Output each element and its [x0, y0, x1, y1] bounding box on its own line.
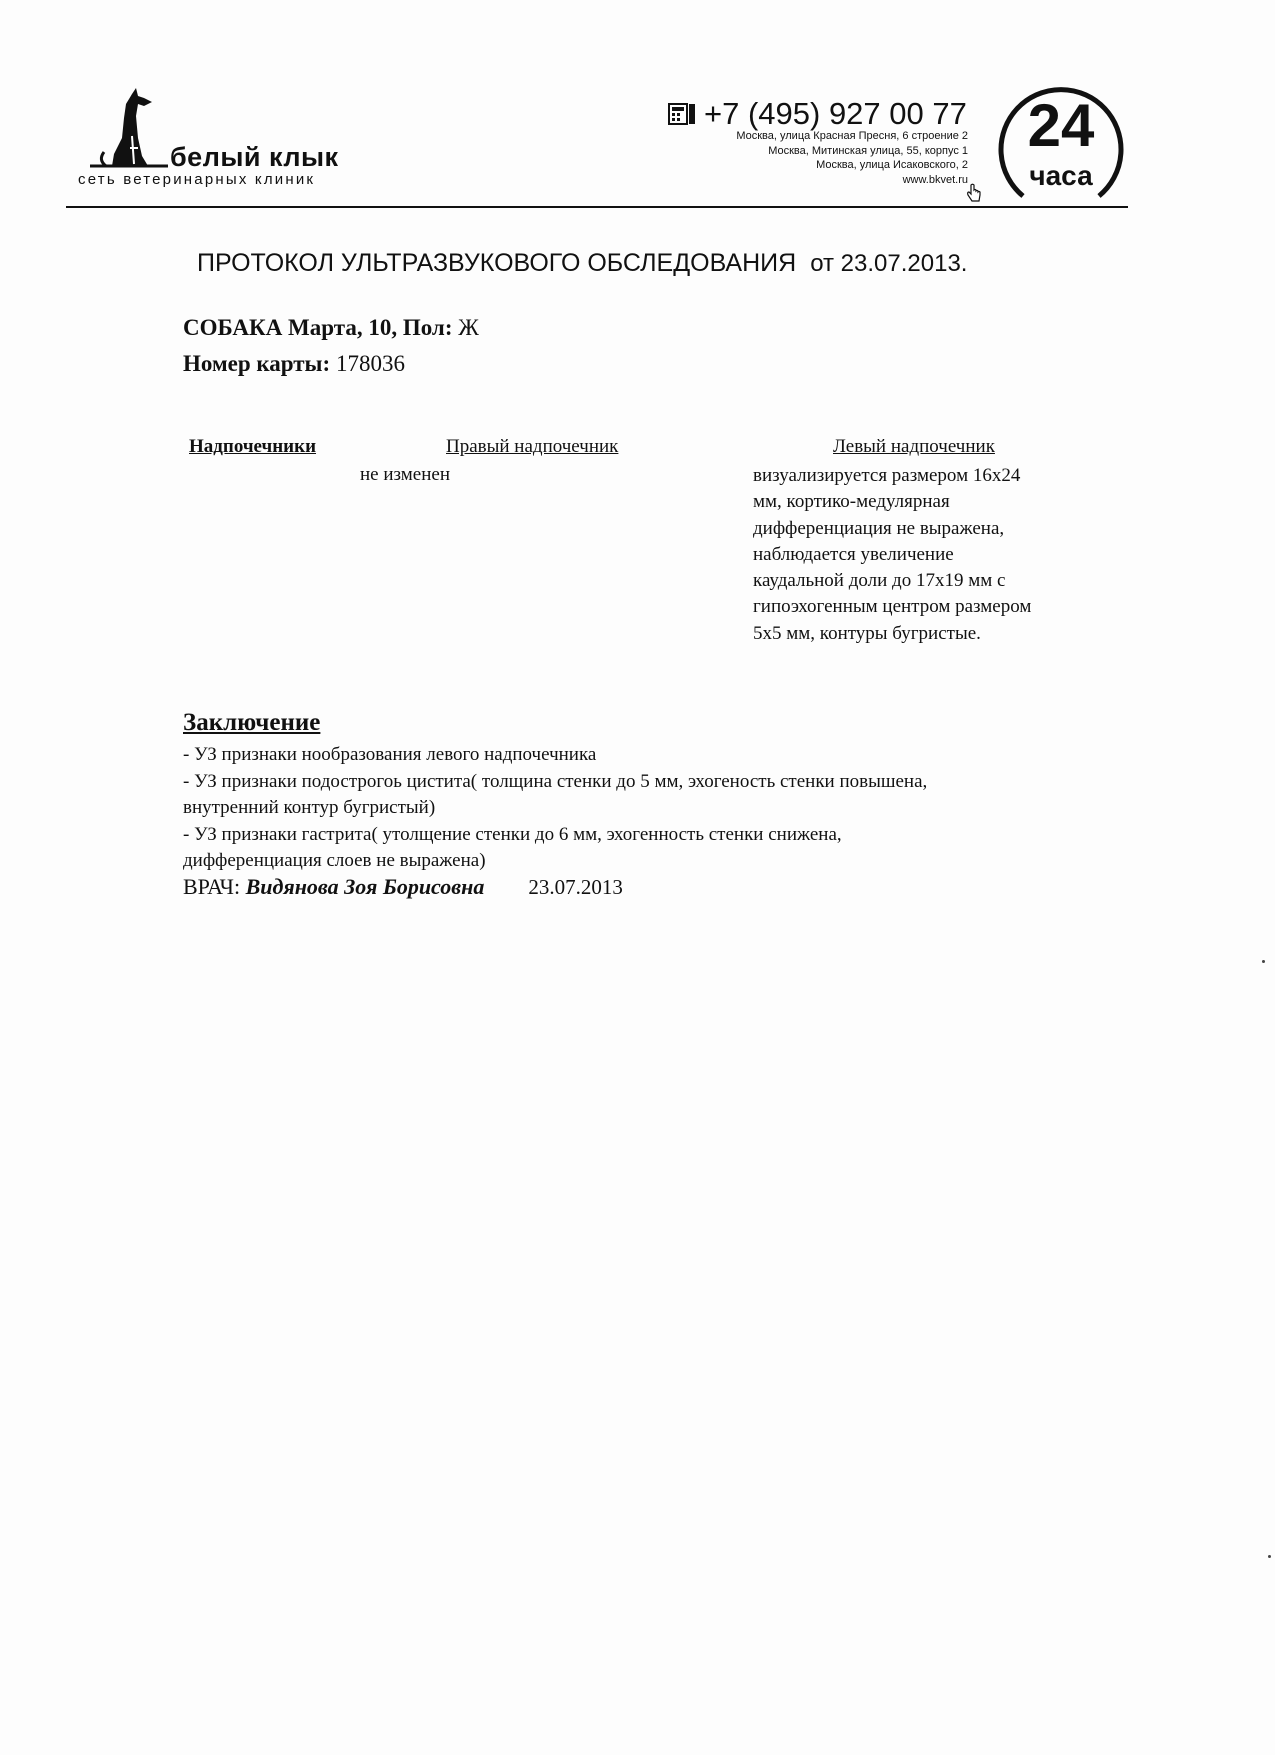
finding-line: дифференциация не выражена,: [753, 517, 1005, 539]
conclusion-line: - УЗ признаки нообразования левого надпочечника: [183, 744, 597, 765]
page-title: [197, 251, 967, 276]
right-adrenal-finding: не изменен: [360, 464, 450, 485]
doctor-label: ВРАЧ:: [183, 874, 241, 899]
left-adrenal-finding: [753, 463, 1093, 647]
brand-tagline: сеть ветеринарных клиник: [78, 171, 316, 188]
address-line: Москва, улица Красная Пресня, 6 строение 2: [736, 130, 968, 142]
card-number: 178036: [335, 351, 405, 376]
conclusion-line: - УЗ признаки подострогоь цистита( толщина стенки до 5 мм, эхогеность стенки повышена,: [183, 770, 928, 792]
dog-logo-icon: [82, 86, 170, 174]
title-text: ПРОТОКОЛ УЛЬТРАЗВУКОВОГО ОБСЛЕДОВАНИЯ: [197, 249, 797, 277]
patient-sex: Ж: [458, 315, 479, 340]
column-header-right-adrenal: Правый надпочечник: [446, 436, 619, 457]
signature-date: 23.07.2013: [528, 875, 623, 899]
scan-speck: [1268, 1555, 1271, 1558]
phone-icon: [668, 102, 696, 126]
finding-line: визуализируется размером 16х24: [753, 465, 1021, 486]
address-line: Москва, Митинская улица, 55, корпус 1: [768, 144, 968, 157]
doctor-signature-line: [183, 876, 623, 898]
clinic-addresses: [736, 129, 968, 187]
address-line: Москва, улица Исаковского, 2: [816, 159, 968, 171]
patient-species-name: СОБАКА Марта, 10, Пол:: [183, 315, 453, 340]
phone-number[interactable]: +7 (495) 927 00 77: [704, 96, 967, 131]
finding-line: мм, кортико-медулярная: [753, 491, 950, 513]
conclusion-line: внутренний контур бугристый): [183, 797, 436, 818]
pointer-hand-icon: [966, 183, 982, 203]
finding-line: наблюдается увеличение: [753, 543, 954, 565]
website-link[interactable]: www.bkvet.ru: [902, 173, 968, 186]
phone-row: [668, 98, 967, 129]
doctor-name: Видянова Зоя Борисовна: [245, 874, 485, 899]
card-label: Номер карты:: [183, 351, 331, 376]
badge-number: 24: [1027, 92, 1095, 159]
brand-name: белый клык: [170, 142, 339, 172]
card-info: [183, 352, 405, 375]
scan-speck: [1262, 960, 1265, 963]
patient-info: [183, 316, 479, 339]
badge-label: часа: [1029, 160, 1093, 191]
conclusion-line: - УЗ признаки гастрита( утолщение стенки до 6 мм, эхогенность стенки снижена,: [183, 823, 842, 845]
conclusion-list: [183, 742, 927, 875]
finding-line: гипоэхогенным центром размером: [753, 596, 1032, 618]
finding-line: 5х5 мм, контуры бугристые.: [753, 622, 981, 644]
conclusion-line: дифференциация слоев не выражена): [183, 850, 486, 871]
conclusion-heading: Заключение: [183, 709, 321, 736]
section-heading-adrenals: Надпочечники: [189, 436, 317, 457]
column-header-left-adrenal: Левый надпочечник: [833, 436, 995, 457]
finding-line: каудальной доли до 17х19 мм с: [753, 570, 1006, 592]
title-date: от 23.07.2013.: [810, 250, 968, 277]
header-divider: [66, 206, 1128, 208]
